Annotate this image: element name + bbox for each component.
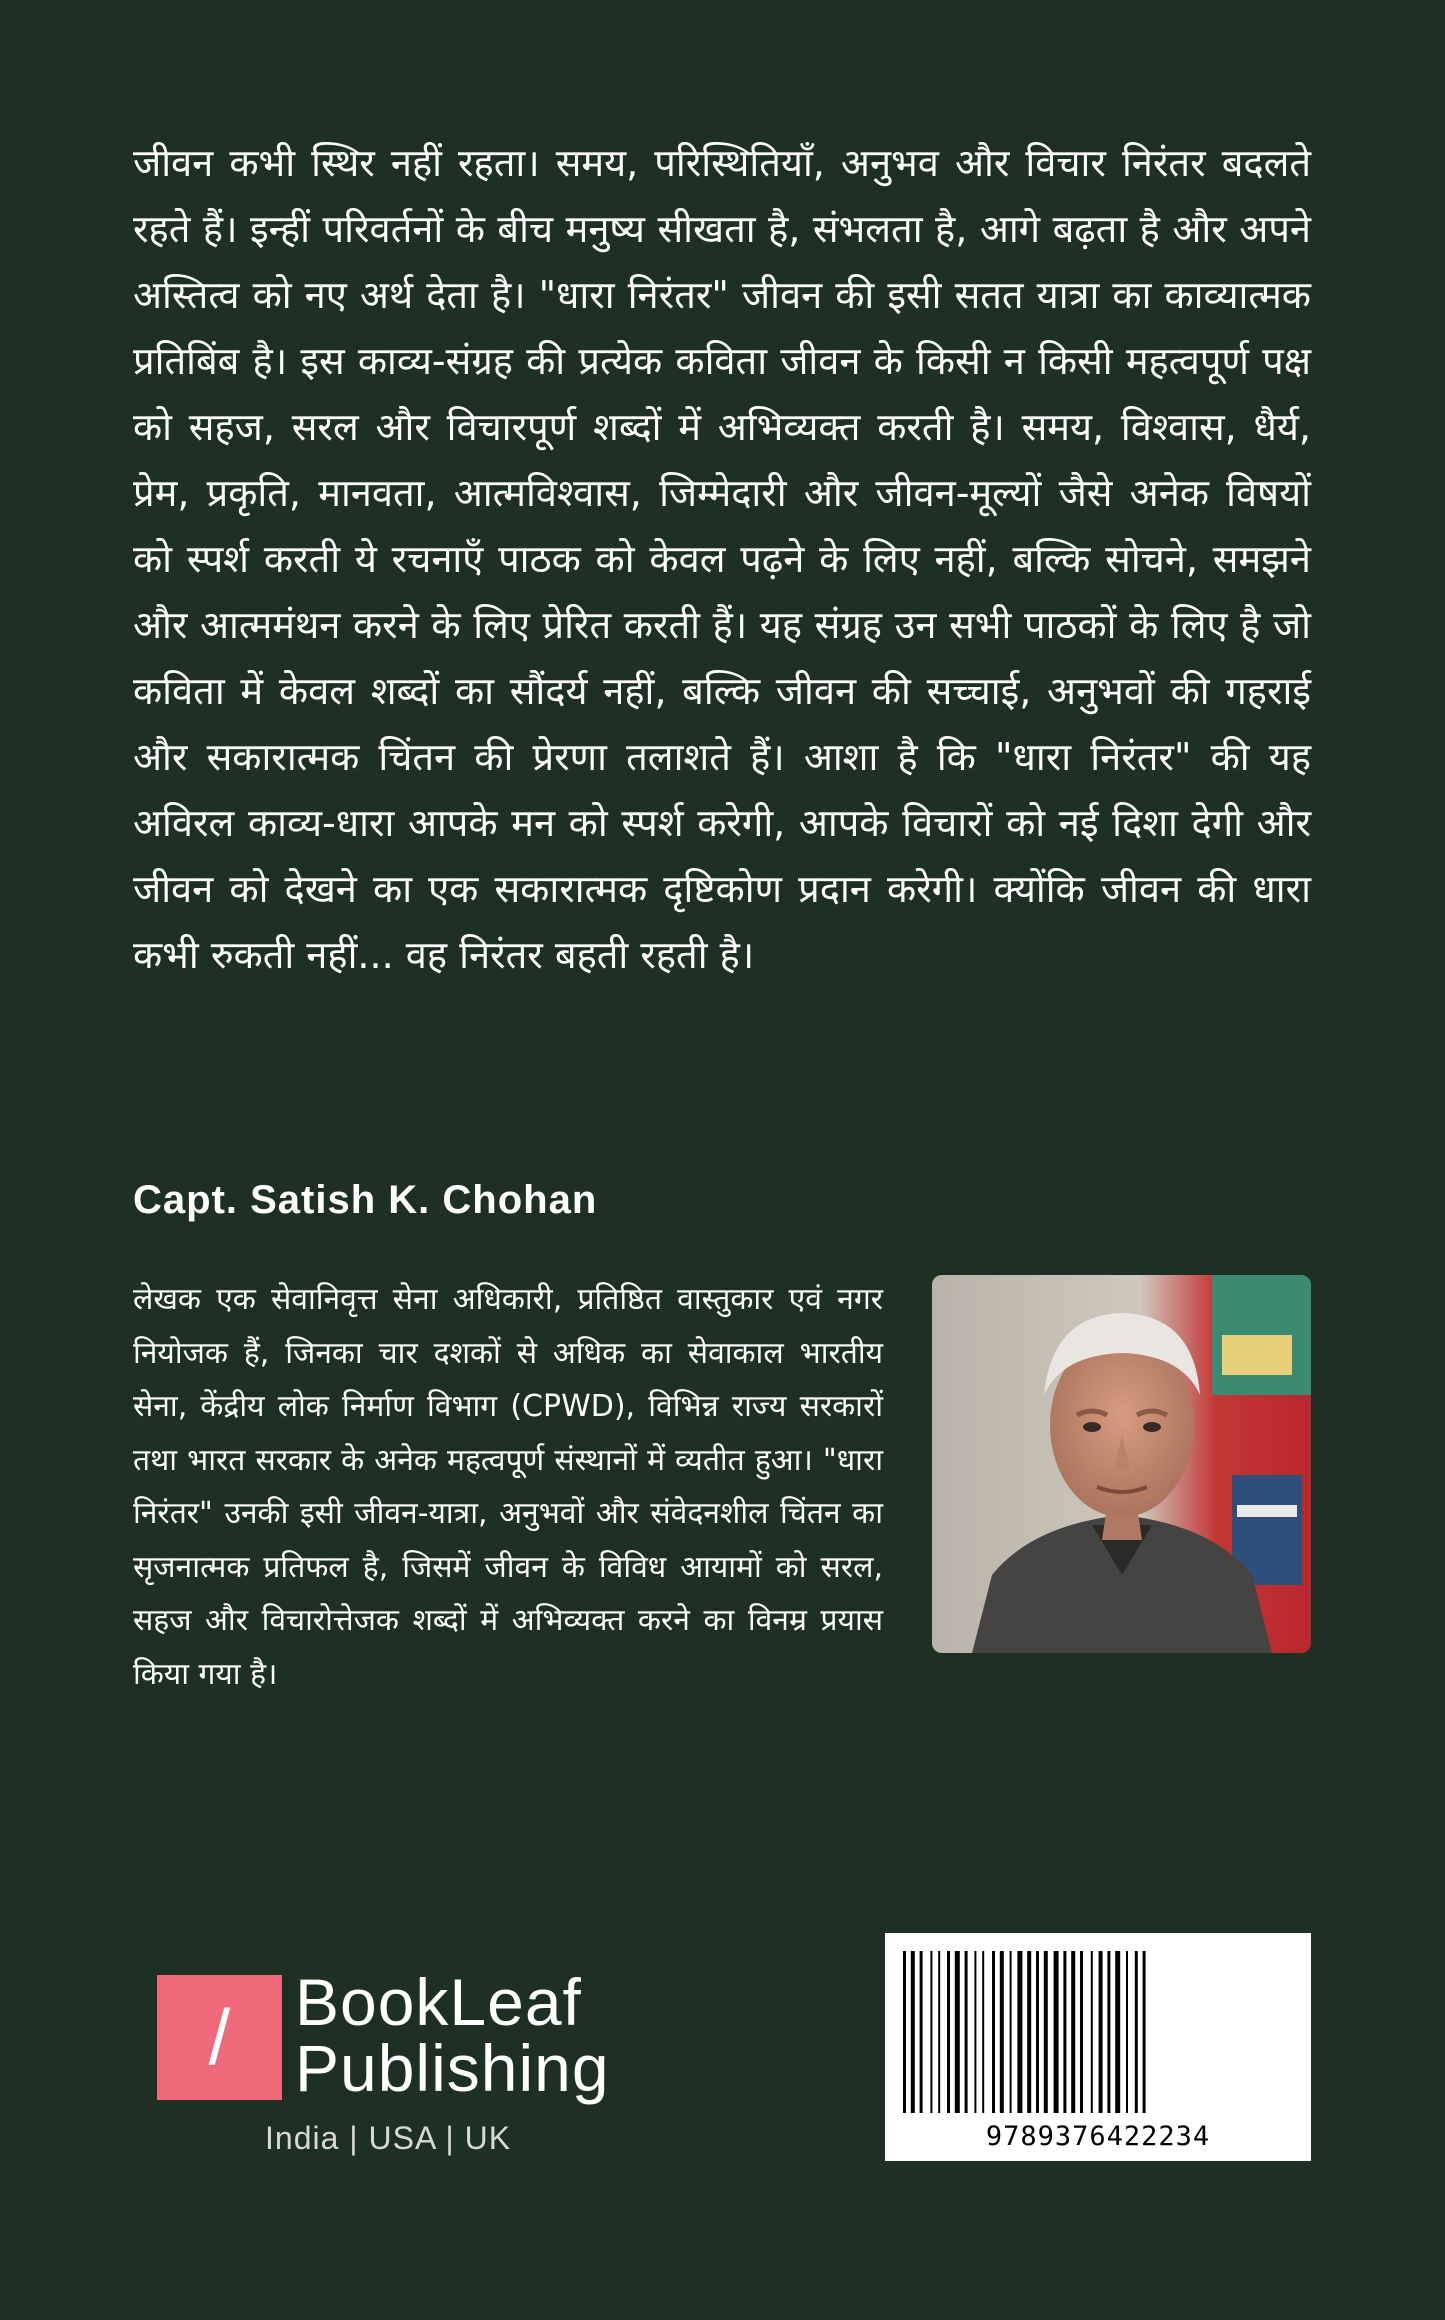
barcode-bar (1115, 1951, 1120, 2113)
barcode-bar (1054, 1951, 1059, 2113)
barcode-bar (982, 1951, 984, 2113)
barcode-bar (938, 1951, 940, 2113)
barcode-bar (1126, 1951, 1128, 2113)
author-bio: लेखक एक सेवानिवृत्त सेना अधिकारी, प्रतिष्ठित वास्तुकार एवं नगर नियोजक हैं, जिनका चार दशकों से अधिक का सेवाकाल भारतीय सेना, केंद्रीय लोक निर्माण विभाग (CPWD), विभिन्न राज्य सरकारों तथा भारत सरकार के अनेक महत्वपूर्ण संस्थानों में व्यतीत हुआ। "धारा निरंतर" उनकी इसी जीवन-यात्रा, अनुभवों और संवेदनशील चिंतन का सृजनात्मक प्रतिफल है, जिसमें जीवन के विविध आयामों को सरल, सहज और विचारोत्तेजक शब्दों में अभिव्यक्त करने का विनम्र प्रयास किया गया है। (133, 1282, 883, 1692)
barcode-bar (1091, 1951, 1093, 2113)
publisher-logo (157, 1965, 610, 2135)
barcode-bar (1135, 1951, 1138, 2113)
barcode-bar (992, 1951, 995, 2113)
barcode-bar (1107, 1951, 1110, 2113)
barcode-bar (1000, 1951, 1004, 2113)
barcode-bar (955, 1951, 960, 2113)
publisher-regions: India | USA | UK (265, 2120, 512, 2156)
isbn-barcode (885, 1933, 1311, 2161)
barcode-bar (930, 1951, 932, 2113)
publisher-name-line1: BookLeaf (295, 1965, 582, 2039)
author-photo (932, 1275, 1311, 1653)
barcode-bar (1071, 1951, 1075, 2113)
barcode-bars (903, 1951, 1293, 2119)
barcode-bar (1063, 1951, 1066, 2113)
barcode-bar (1080, 1951, 1083, 2113)
back-cover-blurb: जीवन कभी स्थिर नहीं रहता। समय, परिस्थितियाँ, अनुभव और विचार निरंतर बदलते रहते हैं। इन्हीं परिवर्तनों के बीच मनुष्य सीखता है, संभलता है, आगे बढ़ता है और अपने अस्तित्व को नए अर्थ देता है। "धारा निरंतर" जीवन की इसी सतत यात्रा का काव्यात्मक प्रतिबिंब है। इस काव्य-संग्रह की प्रत्येक कविता जीवन के किसी न किसी महत्वपूर्ण पक्ष को सहज, सरल और विचारपूर्ण शब्दों में अभिव्यक्त करती है। समय, विश्वास, धैर्य, प्रेम, प्रकृति, मानवता, आत्मविश्वास, जिम्मेदारी और जीवन-मूल्यों जैसे अनेक विषयों को स्पर्श करती ये रचनाएँ पाठक को केवल पढ़ने के लिए नहीं, बल्कि सोचने, समझने और आत्ममंथन करने के लिए प्रेरित करती हैं। यह संग्रह उन सभी पाठकों के लिए है जो कविता में केवल शब्दों का सौंदर्य नहीं, बल्कि जीवन की सच्चाई, अनुभवों की गहराई और सकारात्मक चिंतन की प्रेरणा तलाशते हैं। आशा है कि "धारा निरंतर" की यह अविरल काव्य-धारा आपके मन को स्पर्श करेगी, आपके विचारों को नई दिशा देगी और जीवन को देखने का एक सकारात्मक दृष्टिकोण प्रदान करेगी। क्योंकि जीवन की धारा कभी रुकती नहीं... वह निरंतर बहती रहती है। (133, 141, 1311, 977)
barcode-bar (974, 1951, 976, 2113)
publisher-logo-slash: / (208, 1993, 231, 2081)
barcode-bar (911, 1951, 915, 2113)
barcode-bar (903, 1951, 906, 2113)
barcode-bar (920, 1951, 923, 2113)
barcode-bar (1017, 1951, 1022, 2113)
isbn-number: 9789376422234 (985, 2121, 1211, 2152)
barcode-bar (947, 1951, 950, 2113)
barcode-bar (1036, 1951, 1039, 2113)
author-name: Capt. Satish K. Chohan (133, 1178, 598, 1222)
barcode-bar (1010, 1951, 1012, 2113)
barcode-bar (1027, 1951, 1031, 2113)
publisher-logo-mark (157, 1975, 282, 2100)
publisher-name-line2: Publishing (295, 2031, 610, 2105)
barcode-bar (965, 1951, 968, 2113)
barcode-bar (1099, 1951, 1103, 2113)
barcode-bar (1143, 1951, 1146, 2113)
barcode-bar (1044, 1951, 1048, 2113)
